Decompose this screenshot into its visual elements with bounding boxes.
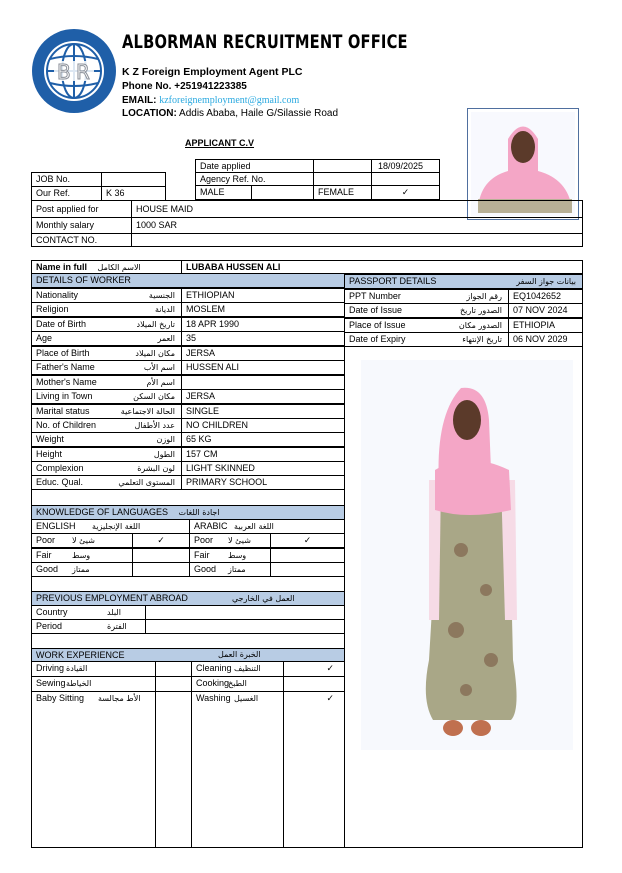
worker-row-value[interactable]: JERSA bbox=[181, 389, 345, 404]
worker-row-label bbox=[31, 475, 182, 490]
worker-row-label bbox=[31, 360, 182, 375]
worker-field-label: No. of Children bbox=[36, 420, 97, 430]
post-applied-field[interactable]: HOUSE MAID bbox=[131, 200, 583, 218]
work-skill-checkbox[interactable] bbox=[155, 676, 192, 692]
work-experience-label: WORK EXPERIENCE bbox=[36, 650, 125, 660]
previous-employment-label: PREVIOUS EMPLOYMENT ABROAD bbox=[36, 593, 188, 603]
arabic-level-label bbox=[189, 548, 271, 563]
work-skill-name-arabic: التنظيف bbox=[234, 664, 261, 673]
company-subtitle: K Z Foreign Employment Agent PLC bbox=[122, 66, 303, 78]
work-skill-name-arabic: الأط مجالسة bbox=[98, 694, 141, 703]
arabic-level-checkbox[interactable]: ✓ bbox=[270, 533, 345, 548]
prev-employment-value[interactable] bbox=[145, 605, 345, 620]
worker-field-label-arabic: الحالة الاجتماعية bbox=[120, 407, 175, 416]
worker-field-label: Mother's Name bbox=[36, 377, 97, 387]
agency-ref-field[interactable] bbox=[371, 172, 440, 186]
worker-row-label bbox=[31, 418, 182, 433]
prev-employment-field-label: Country bbox=[36, 607, 68, 617]
job-no-field[interactable] bbox=[101, 172, 166, 187]
worker-field-label-arabic: الطول bbox=[153, 450, 175, 459]
english-level-label bbox=[31, 548, 133, 563]
passport-row-value[interactable]: EQ1042652 bbox=[508, 289, 583, 304]
arabic-label-arabic: اللغة العربية bbox=[234, 522, 274, 531]
passport-header-arabic: بيانات جواز السفر bbox=[516, 277, 576, 286]
worker-field-label-arabic: عدد الأطفال bbox=[134, 421, 175, 430]
passport-row-label bbox=[344, 332, 509, 347]
arabic-label: ARABIC bbox=[194, 521, 228, 531]
contact-no-label: CONTACT NO. bbox=[31, 233, 132, 247]
worker-field-label-arabic: الديانة bbox=[154, 305, 175, 314]
svg-text:R: R bbox=[76, 60, 90, 84]
previous-employment-arabic: العمل في الخارجي bbox=[232, 594, 295, 603]
work-skill-name-arabic: الغسيل bbox=[234, 694, 259, 703]
worker-field-label-arabic: اسم الأم bbox=[146, 378, 175, 387]
level-label: Fair bbox=[36, 550, 52, 560]
prev-employment-field-label-arabic: الفترة bbox=[107, 622, 127, 631]
worker-row-label bbox=[31, 389, 182, 404]
worker-row-value[interactable]: JERSA bbox=[181, 346, 345, 361]
passport-field-label: Date of Expiry bbox=[349, 334, 406, 344]
phone-number: +251941223385 bbox=[174, 81, 247, 92]
our-ref-field[interactable]: K 36 bbox=[101, 186, 166, 201]
worker-field-label-arabic: لون البشرة bbox=[137, 464, 175, 473]
phone-line bbox=[122, 81, 247, 92]
worker-row-value[interactable]: 65 KG bbox=[181, 432, 345, 447]
worker-row-label bbox=[31, 346, 182, 361]
passport-row-label bbox=[344, 289, 509, 304]
work-skill-label bbox=[191, 661, 284, 677]
date-applied-blank bbox=[313, 159, 372, 173]
worker-field-label-arabic: اسم الأب bbox=[143, 363, 175, 372]
applicant-full-body-photo bbox=[361, 360, 573, 750]
work-skill-label bbox=[191, 691, 284, 848]
arabic-level-label bbox=[189, 562, 271, 577]
level-label-arabic: وسط bbox=[72, 551, 91, 560]
male-label: MALE bbox=[195, 185, 252, 200]
work-skill-label bbox=[31, 661, 156, 677]
work-skill-checkbox[interactable] bbox=[283, 676, 345, 692]
company-name: ALBORMAN RECRUITMENT OFFICE bbox=[122, 31, 408, 53]
worker-row-label bbox=[31, 317, 182, 332]
company-logo bbox=[30, 27, 118, 115]
prev-employment-label bbox=[31, 619, 146, 634]
passport-row-value[interactable]: ETHIOPIA bbox=[508, 318, 583, 333]
level-label-arabic: ممتاز bbox=[72, 565, 90, 574]
languages-header-arabic: اجادة اللغات bbox=[178, 508, 220, 517]
work-skill-name: Washing bbox=[196, 693, 231, 703]
level-label-arabic: وسط bbox=[228, 551, 247, 560]
worker-field-label: Height bbox=[36, 449, 63, 459]
level-label-arabic: شيئ لا bbox=[228, 536, 251, 545]
worker-field-label-arabic: تاريخ الميلاد bbox=[136, 320, 175, 329]
monthly-salary-label: Monthly salary bbox=[31, 217, 132, 234]
worker-row-value[interactable]: PRIMARY SCHOOL bbox=[181, 475, 345, 490]
level-label: Fair bbox=[194, 550, 210, 560]
passport-field-label-arabic: الصدور تاريخ bbox=[460, 306, 502, 315]
name-field[interactable]: LUBABA HUSSEN ALI bbox=[181, 260, 583, 274]
english-level-checkbox[interactable] bbox=[132, 562, 190, 577]
location-line bbox=[122, 108, 338, 119]
passport-row-label bbox=[344, 303, 509, 318]
worker-field-label: Weight bbox=[36, 434, 64, 444]
english-label-arabic: اللغة الإنجليزية bbox=[92, 522, 141, 531]
english-level-checkbox[interactable]: ✓ bbox=[132, 533, 190, 548]
phone-label: Phone No. bbox=[122, 81, 172, 92]
email-line bbox=[122, 95, 299, 106]
worker-row-label bbox=[31, 461, 182, 476]
location-value: Addis Ababa, Haile G/Silassie Road bbox=[179, 108, 339, 119]
worker-field-label: Nationality bbox=[36, 290, 79, 300]
work-skill-name: Driving bbox=[36, 663, 65, 673]
worker-row-label bbox=[31, 447, 182, 462]
passport-row-label bbox=[344, 318, 509, 333]
worker-row-value[interactable] bbox=[181, 375, 345, 390]
svg-text:B: B bbox=[57, 60, 71, 84]
worker-field-label-arabic: الجنسية bbox=[148, 291, 175, 300]
arabic-header bbox=[189, 519, 345, 534]
english-level-label bbox=[31, 533, 133, 548]
arabic-level-checkbox[interactable] bbox=[270, 548, 345, 563]
worker-row-value[interactable]: 35 bbox=[181, 331, 345, 346]
worker-field-label: Complexion bbox=[36, 463, 84, 473]
worker-row-value[interactable]: ETHIOPIAN bbox=[181, 288, 345, 303]
worker-field-label: Date of Birth bbox=[36, 319, 87, 329]
worker-row-label bbox=[31, 432, 182, 447]
work-skill-label bbox=[191, 676, 284, 692]
work-skill-name: Sewing bbox=[36, 678, 66, 688]
worker-row-value[interactable]: 157 CM bbox=[181, 447, 345, 462]
work-experience-header bbox=[31, 648, 345, 662]
english-label: ENGLISH bbox=[36, 521, 76, 531]
name-label: Name in full bbox=[36, 262, 88, 272]
work-skill-name-arabic: القيادة bbox=[66, 664, 88, 673]
worker-row-label bbox=[31, 404, 182, 419]
worker-field-label: Religion bbox=[36, 304, 69, 314]
post-applied-label: Post applied for bbox=[31, 200, 132, 218]
arabic-level-label bbox=[189, 533, 271, 548]
passport-field-label-arabic: تاريخ الإنتهاء bbox=[462, 335, 502, 344]
level-label: Good bbox=[36, 564, 59, 574]
contact-no-field[interactable] bbox=[131, 233, 583, 247]
date-applied-label: Date applied bbox=[195, 159, 314, 173]
worker-table-spacer bbox=[31, 489, 345, 506]
worker-field-label-arabic: الوزن bbox=[156, 435, 175, 444]
arabic-level-checkbox[interactable] bbox=[270, 562, 345, 577]
worker-row-label bbox=[31, 375, 182, 390]
level-label: Good bbox=[194, 564, 217, 574]
work-skill-label bbox=[31, 691, 156, 848]
level-label: Poor bbox=[194, 535, 214, 545]
work-col-line-1 bbox=[155, 661, 156, 848]
languages-header-label: KNOWLEDGE OF LANGUAGES bbox=[36, 507, 169, 517]
worker-field-label: Father's Name bbox=[36, 362, 95, 372]
email-label: EMAIL: bbox=[122, 95, 157, 106]
worker-field-label: Educ. Qual. bbox=[36, 477, 84, 487]
passport-field-label: Date of Issue bbox=[349, 305, 403, 315]
worker-row-label bbox=[31, 288, 182, 303]
passport-row-value[interactable]: 06 NOV 2029 bbox=[508, 332, 583, 347]
level-label-arabic: شيئ لا bbox=[72, 536, 95, 545]
worker-details-header: DETAILS OF WORKER bbox=[31, 273, 345, 288]
english-level-label bbox=[31, 562, 133, 577]
work-skill-label bbox=[31, 676, 156, 692]
worker-row-label bbox=[31, 331, 182, 346]
worker-field-label-arabic: مكان السكن bbox=[133, 392, 175, 401]
female-label: FEMALE bbox=[313, 185, 372, 200]
worker-row-value[interactable]: SINGLE bbox=[181, 404, 345, 419]
passport-field-label-arabic: الصدور مكان bbox=[458, 321, 502, 330]
work-col-line-3 bbox=[283, 661, 284, 848]
name-label-cell bbox=[31, 260, 182, 274]
worker-row-value[interactable]: LIGHT SKINNED bbox=[181, 461, 345, 476]
work-skill-checkbox[interactable]: ✓ bbox=[283, 691, 345, 848]
prev-employment-value[interactable] bbox=[145, 619, 345, 634]
worker-field-label-arabic: العمر bbox=[157, 334, 175, 343]
worker-row-value[interactable]: HUSSEN ALI bbox=[181, 360, 345, 375]
languages-header bbox=[31, 505, 345, 520]
level-label: Poor bbox=[36, 535, 56, 545]
our-ref-label: Our Ref. bbox=[31, 186, 102, 201]
email-link[interactable]: kzforeignemployment@gmail.com bbox=[159, 95, 300, 106]
passport-header-label: PASSPORT DETAILS bbox=[349, 276, 437, 286]
passport-field-label-arabic: رقم الجواز bbox=[466, 292, 502, 301]
job-no-label: JOB No. bbox=[31, 172, 102, 187]
work-skill-name-arabic: الخياطة bbox=[66, 679, 92, 688]
worker-field-label-arabic: مكان الميلاد bbox=[135, 349, 175, 358]
worker-field-label-arabic: المستوى التعلمي bbox=[118, 478, 175, 487]
previous-employment-header bbox=[31, 591, 345, 606]
location-label: LOCATION: bbox=[122, 108, 177, 119]
work-skill-name: Cleaning bbox=[196, 663, 232, 673]
passport-field-label: PPT Number bbox=[349, 291, 401, 301]
work-skill-name: Cooking bbox=[196, 678, 230, 688]
date-applied-field[interactable]: 18/09/2025 bbox=[371, 159, 440, 173]
document-title: APPLICANT C.V bbox=[185, 138, 255, 148]
work-skill-checkbox[interactable]: ✓ bbox=[283, 661, 345, 677]
work-experience-arabic: الخبرة العمل bbox=[218, 650, 261, 659]
work-skill-checkbox[interactable] bbox=[155, 691, 192, 848]
work-col-line-2 bbox=[191, 661, 192, 848]
prev-employment-label bbox=[31, 605, 146, 620]
worker-field-label: Place of Birth bbox=[36, 348, 90, 358]
passport-header bbox=[344, 274, 583, 289]
english-level-checkbox[interactable] bbox=[132, 548, 190, 563]
worker-field-label: Living in Town bbox=[36, 391, 93, 401]
worker-row-value[interactable]: NO CHILDREN bbox=[181, 418, 345, 433]
work-skill-name: Baby Sitting bbox=[36, 693, 85, 703]
worker-row-value[interactable]: 18 APR 1990 bbox=[181, 317, 345, 332]
female-checkbox[interactable]: ✓ bbox=[371, 185, 440, 200]
level-label-arabic: ممتاز bbox=[228, 565, 246, 574]
worker-field-label: Age bbox=[36, 333, 53, 343]
monthly-salary-field[interactable]: 1000 SAR bbox=[131, 217, 583, 234]
agency-ref-label: Agency Ref. No. bbox=[195, 172, 314, 186]
male-checkbox[interactable] bbox=[251, 185, 314, 200]
globe-logo-icon bbox=[30, 27, 118, 115]
worker-row-value[interactable]: MOSLEM bbox=[181, 302, 345, 317]
work-skill-name-arabic: الطبخ bbox=[228, 679, 247, 688]
prev-employment-field-label: Period bbox=[36, 621, 63, 631]
work-skill-checkbox[interactable] bbox=[155, 661, 192, 677]
worker-row-label bbox=[31, 302, 182, 317]
name-label-arabic: الاسم الكامل bbox=[97, 263, 141, 272]
prev-employment-field-label-arabic: البلد bbox=[107, 608, 121, 617]
worker-field-label: Marital status bbox=[36, 406, 90, 416]
passport-row-value[interactable]: 07 NOV 2024 bbox=[508, 303, 583, 318]
english-header bbox=[31, 519, 190, 534]
agency-ref-blank bbox=[313, 172, 372, 186]
passport-field-label: Place of Issue bbox=[349, 320, 406, 330]
